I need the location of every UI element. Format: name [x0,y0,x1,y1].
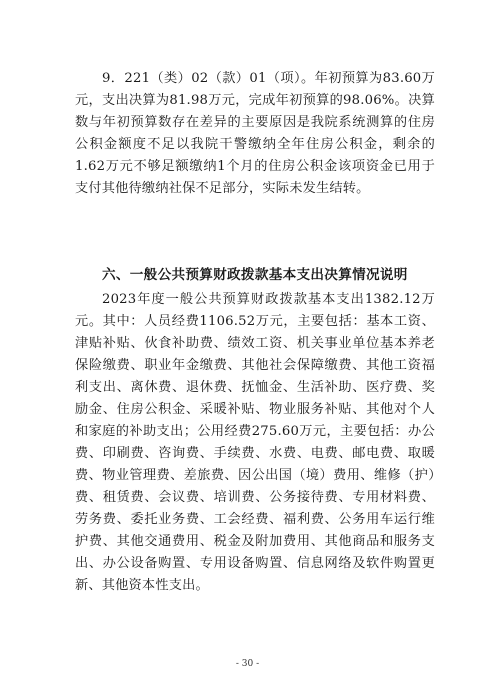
paragraph-basic-expenditure: 2023年度一般公共预算财政拨款基本支出1382.12万元。其中：人员经费1106.52万元，主要包括：基本工资、津贴补贴、伙食补助费、绩效工资、机关事业单位基本养老保险缴费、职业年金缴费、其他社会保障缴费、其他工资福利支出、离休费、退休费、抚恤金、生活补助、医疗费、奖励金、住房公积金、采暖补贴、物业服务补贴、其他对个人和家庭的补助支出；公用经费275.60万元，主要包括：办公费、印刷费、咨询费、手续费、水费、电费、邮电费、取暖费、物业管理费、差旅费、因公出国（境）费用、维修（护）费、租赁费、会议费、培训费、公务接待费、专用材料费、劳务费、委托业务费、工会经费、福利费、公务用车运行维护费、其他交通费用、税金及附加费用、其他商品和服务支出、办公设备购置、专用设备购置、信息网络及软件购置更新、其他资本性支出。 [75,292,435,593]
paragraph-item-9: 9．221（类）02（款）01（项）。年初预算为83.60万元，支出决算为81.98万元，完成年初预算的98.06%。决算数与年初预算数存在差异的主要原因是我院系统测算的住房公积金额度不足以我院干警缴纳全年住房公积金，剩余的1.62万元不够足额缴纳1个月的住房公积金该项资金已用于支付其他待缴纳社保不足部分，实际未发生结转。 [75,71,435,196]
page-number: - 30 - [235,659,260,669]
section-heading: 六、一般公共预算财政拨款基本支出决算情况说明 [102,267,408,283]
